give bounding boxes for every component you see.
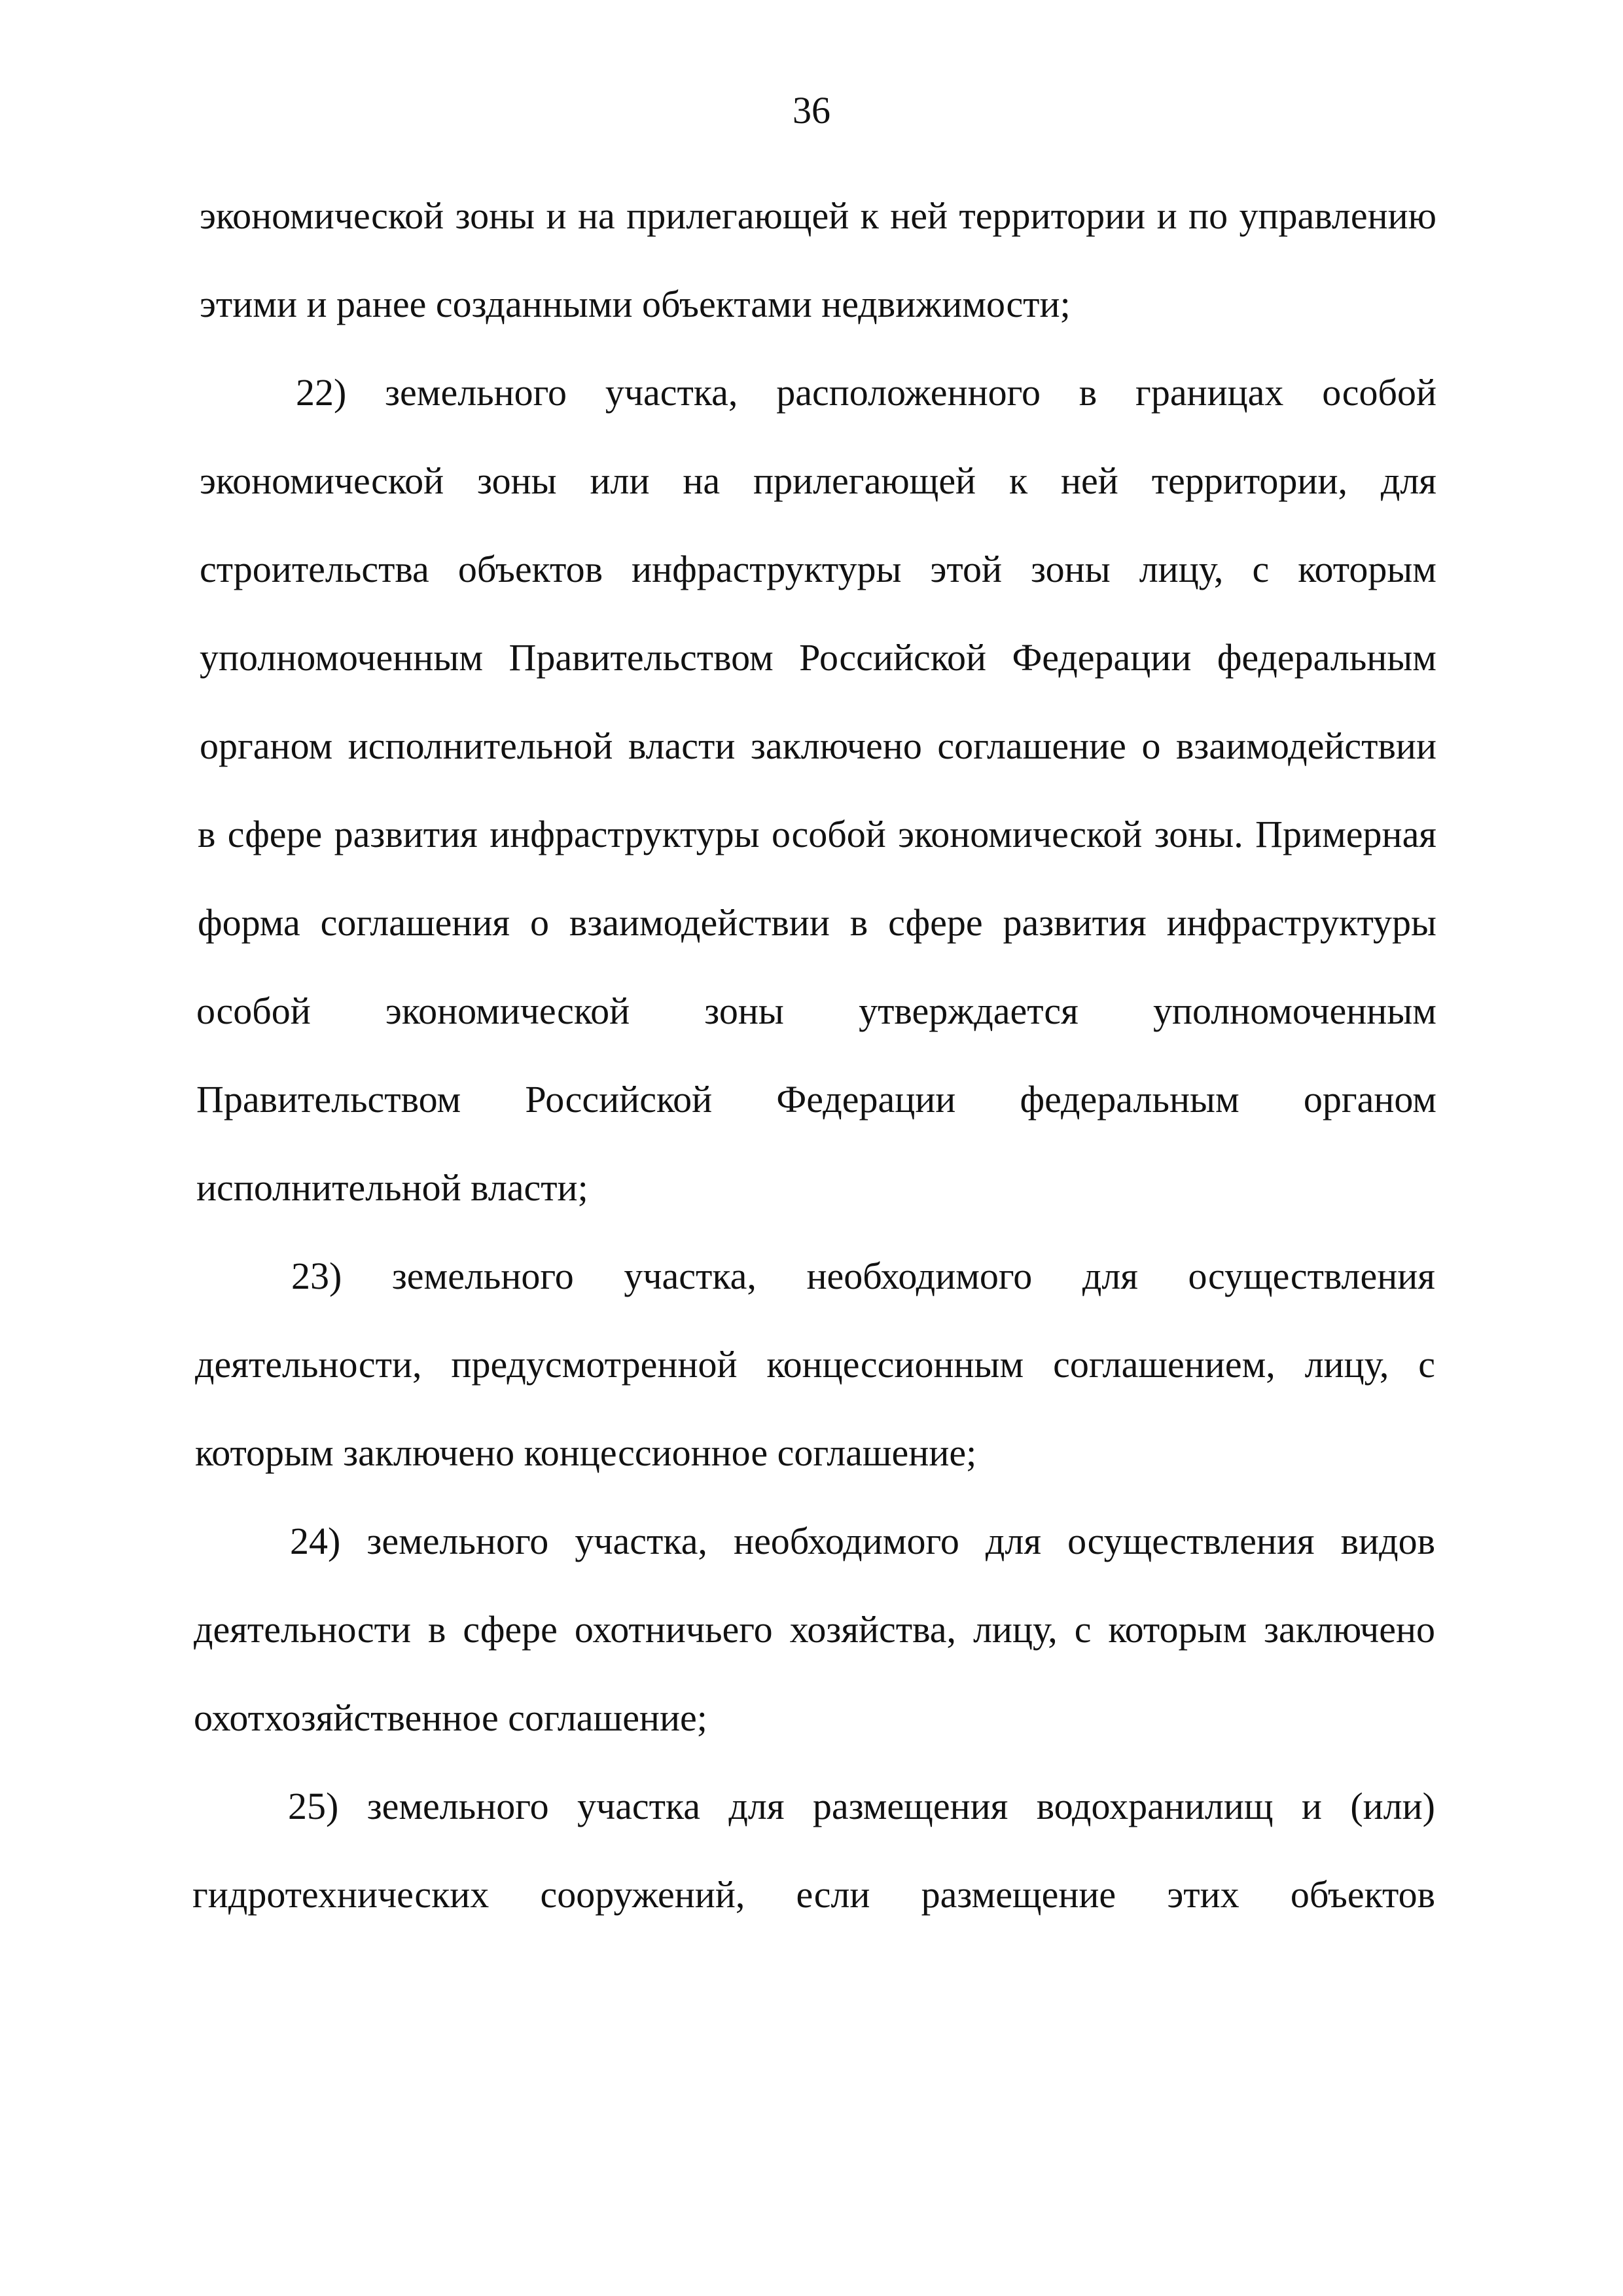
text-line: Правительством Российской Федерации федеральным органом xyxy=(196,1078,1436,1121)
text-line: 22) земельного участка, расположенного в границах особой xyxy=(296,371,1436,414)
text-line: 24) земельного участка, необходимого для осуществления видов xyxy=(290,1520,1435,1562)
text-line: гидротехнических сооружений, если размещение этих объектов xyxy=(192,1873,1435,1916)
text-line: охотхозяйственное соглашение; xyxy=(194,1696,707,1739)
text-line: особой экономической зоны утверждается уполномоченным xyxy=(196,990,1436,1032)
text-line: экономической зоны и на прилегающей к ней территории и по управлению xyxy=(200,194,1436,237)
text-line: которым заключено концессионное соглашение; xyxy=(195,1431,977,1474)
text-line: деятельности в сфере охотничьего хозяйства, лицу, с которым заключено xyxy=(194,1608,1435,1651)
text-line: этими и ранее созданными объектами недвижимости; xyxy=(200,283,1071,325)
text-line: экономической зоны или на прилегающей к ней территории, для xyxy=(200,459,1436,502)
text-line: органом исполнительной власти заключено соглашение о взаимодействии xyxy=(200,725,1436,767)
text-line: деятельности, предусмотренной концессионным соглашением, лицу, с xyxy=(195,1343,1435,1386)
text-line: 23) земельного участка, необходимого для осуществления xyxy=(291,1255,1435,1297)
page-number: 36 xyxy=(793,89,830,132)
text-line: форма соглашения о взаимодействии в сфере развития инфраструктуры xyxy=(198,901,1436,944)
text-line: уполномоченным Правительством Российской Федерации федеральным xyxy=(200,636,1436,679)
text-line: 25) земельного участка для размещения водохранилищ и (или) xyxy=(288,1785,1435,1827)
text-line: в сфере развития инфраструктуры особой экономической зоны. Примерная xyxy=(198,813,1436,855)
text-line: исполнительной власти; xyxy=(196,1166,588,1209)
text-line: строительства объектов инфраструктуры этой зоны лицу, с которым xyxy=(200,548,1436,590)
